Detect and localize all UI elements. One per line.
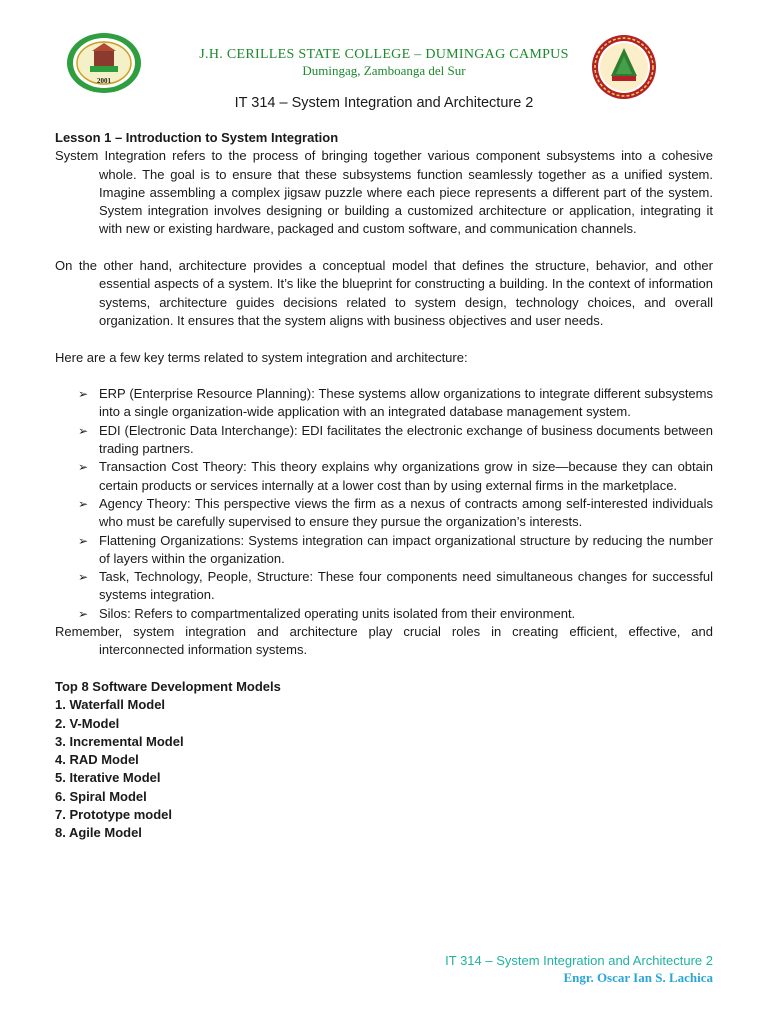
- college-location: Dumingag, Zamboanga del Sur: [302, 63, 466, 78]
- spacer: [55, 239, 713, 257]
- list-item: 6. Spiral Model: [55, 788, 147, 804]
- arrow-bullet-icon: ➢: [78, 387, 89, 402]
- college-name: J.H. CERILLES STATE COLLEGE – DUMINGAG CAMPUS: [199, 47, 569, 62]
- arrow-bullet-icon: ➢: [78, 460, 89, 475]
- lesson-title: Lesson 1 – Introduction to System Integration: [55, 130, 339, 145]
- list-item: ➢ Flattening Organizations: Systems integration can impact organizational structure by reducing the number of layers within the organization.: [78, 532, 713, 566]
- footer-course-title: IT 314 – System Integration and Architecture 2: [445, 953, 713, 968]
- svg-text:2001: 2001: [97, 77, 111, 85]
- footer-author: Engr. Oscar Ian S. Lachica: [563, 970, 713, 985]
- key-terms-list: [55, 385, 713, 623]
- list-item: 5. Iterative Model: [55, 770, 161, 786]
- list-item: ➢ Agency Theory: This perspective views the firm as a nexus of contracts among self-interested individuals who must be carefully supervised to ensure they pursue the organization’s interests.: [78, 495, 713, 530]
- architecture-paragraph: On the other hand, architecture provides a conceptual model that defines the structure, behavior, and other essential aspects of a system. It’s like the blueprint for constructing a building. In the context of information systems, architecture guides decisions related to system design, technology choices, and overall organization. It ensures that the system aligns with business objectives and user needs.: [55, 258, 713, 328]
- intro-paragraph: System Integration refers to the process of bringing together various component subsystems into a cohesive whole. The goal is to ensure that these subsystems function seamlessly together as a unified system. Imagine assembling a complex jigsaw puzzle where each piece represents a different part of the system. System integration involves designing or building a customized architecture or application, integrating it with new or existing hardware, packaged and custom software, and communication channels.: [55, 148, 713, 237]
- list-item: ➢ EDI (Electronic Data Interchange): EDI facilitates the electronic exchange of business documents between trading partners.: [78, 422, 713, 457]
- list-item: 1. Waterfall Model: [55, 697, 166, 713]
- list-item: ➢ Task, Technology, People, Structure: These four components need simultaneous changes for successful systems integration.: [78, 569, 713, 603]
- list-item: 3. Incremental Model: [55, 733, 184, 749]
- list-item: 7. Prototype model: [55, 806, 173, 822]
- document-body: [55, 129, 713, 843]
- list-item: 4. RAD Model: [55, 752, 139, 768]
- spacer: [55, 330, 713, 348]
- list-item: ➢ Transaction Cost Theory: This theory explains why organizations grow in size—because they can obtain certain products or services internally at a lower cost than by using external firms in the marketplace.: [78, 459, 713, 493]
- list-item: ➢ ERP (Enterprise Resource Planning): These systems allow organizations to integrate different subsystems into a single organization-wide application with an integrated database management system.: [78, 386, 713, 420]
- list-item: ➢ Silos: Refers to compartmentalized operating units isolated from their environment.: [99, 605, 713, 623]
- arrow-bullet-icon: ➢: [78, 533, 89, 548]
- spacer: [55, 367, 713, 385]
- college-seal-logo: [66, 32, 142, 94]
- terms-intro: Here are a few key terms related to system integration and architecture:: [55, 349, 468, 365]
- list-item: 8. Agile Model: [55, 825, 142, 841]
- arrow-bullet-icon: ➢: [78, 570, 89, 585]
- arrow-bullet-icon: ➢: [78, 496, 89, 511]
- remember-paragraph: Remember, system integration and architecture play crucial roles in creating efficient, effective, and interconnected information systems.: [55, 624, 713, 658]
- arrow-bullet-icon: ➢: [78, 606, 89, 621]
- arrow-bullet-icon: ➢: [78, 423, 89, 438]
- list-item: 2. V-Model: [55, 715, 120, 731]
- course-title: IT 314 – System Integration and Architecture 2: [234, 95, 534, 111]
- models-title: Top 8 Software Development Models: [55, 678, 281, 694]
- spacer: [55, 660, 713, 678]
